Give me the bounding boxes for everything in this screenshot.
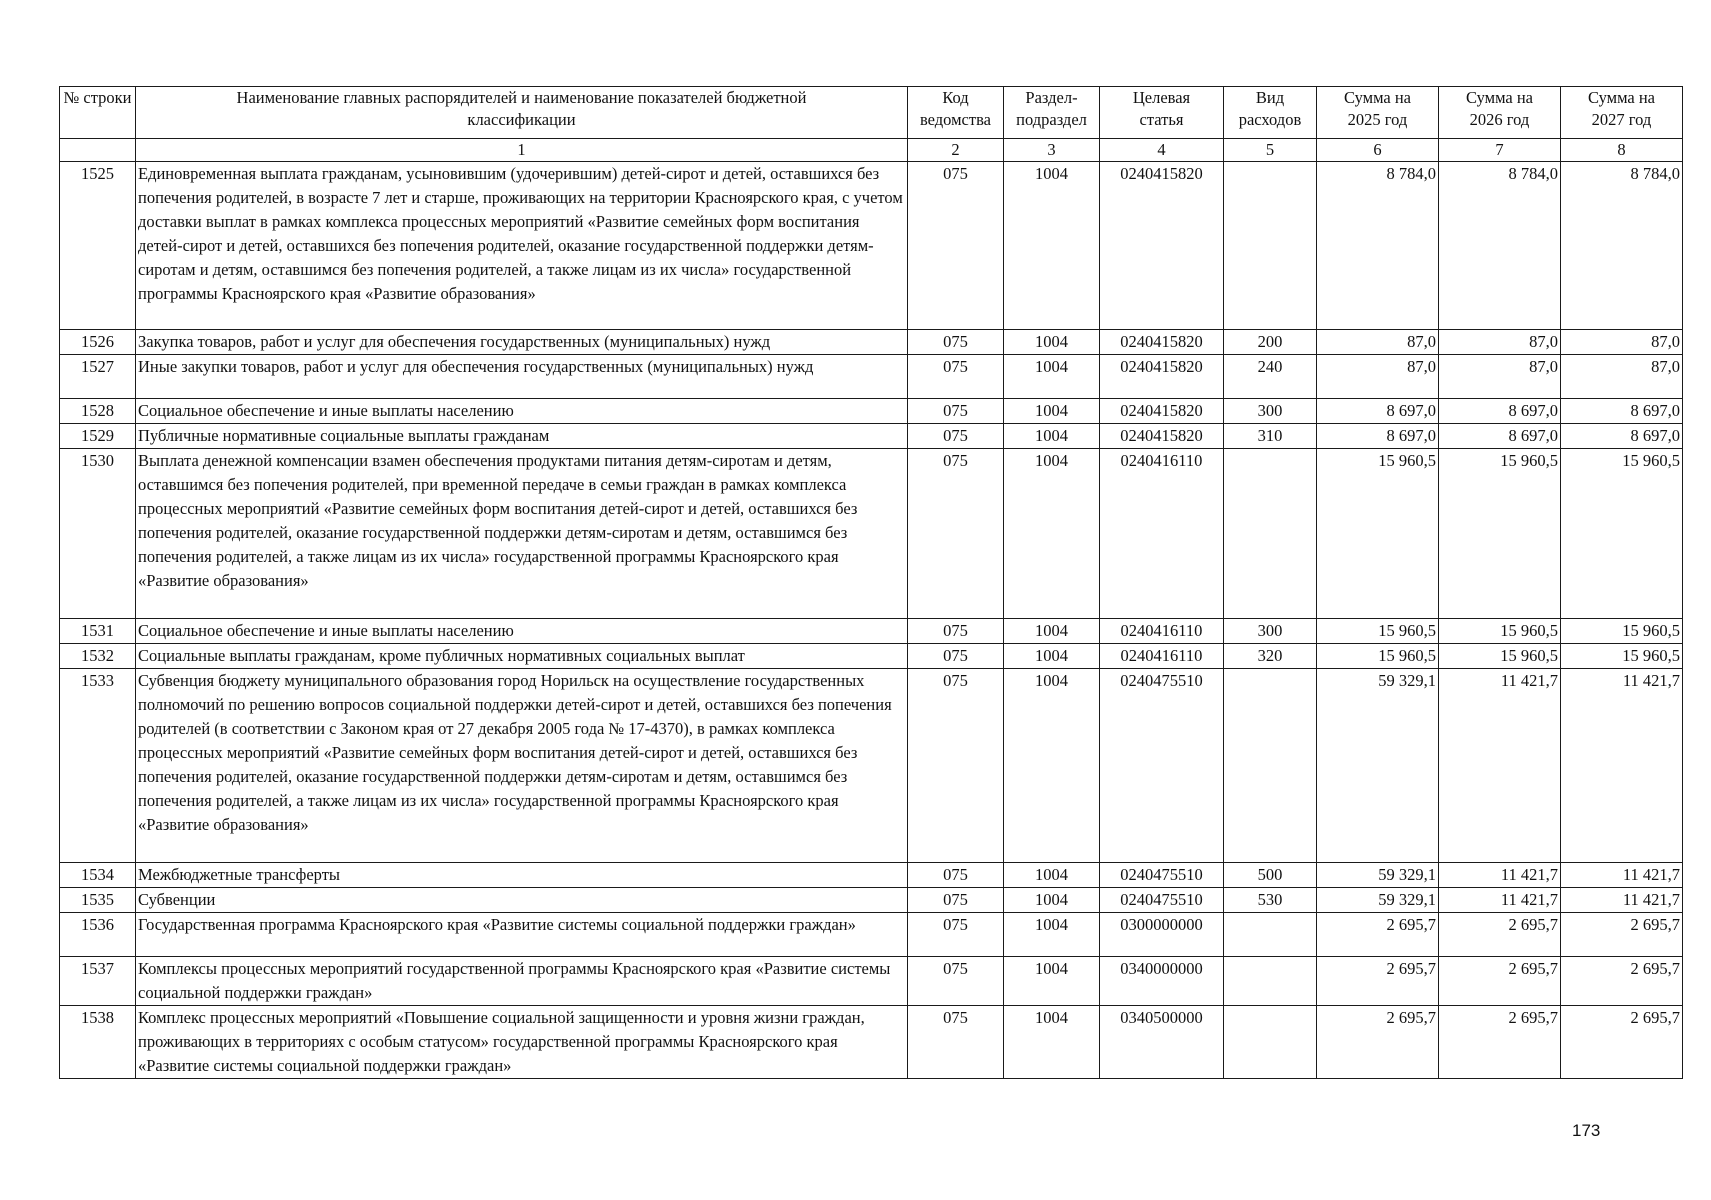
row-sum-2027: 87,0 [1561, 330, 1683, 355]
row-sum-2026: 8 784,0 [1439, 162, 1561, 330]
row-expense-type [1224, 957, 1317, 1006]
column-number: 7 [1439, 139, 1561, 162]
header-row-no: № строки [60, 87, 136, 139]
table-row [60, 863, 1683, 888]
row-expense-type [1224, 449, 1317, 619]
column-number: 3 [1004, 139, 1100, 162]
row-dept-code: 075 [908, 913, 1004, 957]
column-number: 2 [908, 139, 1004, 162]
column-number-row [60, 139, 1683, 162]
row-expense-type: 300 [1224, 399, 1317, 424]
row-sum-2027: 8 697,0 [1561, 399, 1683, 424]
table-row [60, 355, 1683, 399]
row-number: 1538 [60, 1006, 136, 1079]
row-target: 0300000000 [1100, 913, 1224, 957]
header-name: Наименование главных распорядителей и наименование показателей бюджетной классификации [136, 87, 908, 139]
row-target: 0240475510 [1100, 863, 1224, 888]
row-sum-2025: 15 960,5 [1317, 449, 1439, 619]
row-expense-type: 200 [1224, 330, 1317, 355]
row-sum-2027: 8 784,0 [1561, 162, 1683, 330]
row-name: Единовременная выплата гражданам, усыновившим (удочерившим) детей-сирот и детей, оставшихся без попечения родителей, в возрасте 7 лет и старше, проживающих на территории Красноярского края, с учетом доставки выплат в рамках комплекса процессных мероприятий «Развитие семейных форм воспитания детей-сирот и детей, оставшихся без попечения родителей, оказание государственной поддержки детям-сиротам и детям, оставшимся без попечения родителей, а также лицам из их числа» государственной программы Красноярского края «Развитие образования» [136, 162, 908, 330]
row-number: 1527 [60, 355, 136, 399]
table-row [60, 424, 1683, 449]
row-section: 1004 [1004, 644, 1100, 669]
row-section: 1004 [1004, 162, 1100, 330]
row-target: 0340000000 [1100, 957, 1224, 1006]
header-sum-2026: Сумма на 2026 год [1439, 87, 1561, 139]
row-expense-type [1224, 669, 1317, 863]
row-section: 1004 [1004, 957, 1100, 1006]
row-name: Межбюджетные трансферты [136, 863, 908, 888]
header-row [60, 87, 1683, 139]
column-number: 6 [1317, 139, 1439, 162]
row-number: 1536 [60, 913, 136, 957]
row-number: 1532 [60, 644, 136, 669]
row-target: 0340500000 [1100, 1006, 1224, 1079]
row-sum-2027: 15 960,5 [1561, 449, 1683, 619]
row-sum-2026: 15 960,5 [1439, 644, 1561, 669]
row-dept-code: 075 [908, 162, 1004, 330]
row-target: 0240475510 [1100, 669, 1224, 863]
row-sum-2027: 11 421,7 [1561, 669, 1683, 863]
row-number: 1534 [60, 863, 136, 888]
table-row [60, 913, 1683, 957]
header-sum-2027: Сумма на 2027 год [1561, 87, 1683, 139]
table-row [60, 619, 1683, 644]
row-expense-type: 300 [1224, 619, 1317, 644]
row-section: 1004 [1004, 330, 1100, 355]
row-sum-2026: 15 960,5 [1439, 449, 1561, 619]
table-row [60, 449, 1683, 619]
header-target: Целевая статья [1100, 87, 1224, 139]
row-target: 0240415820 [1100, 162, 1224, 330]
row-sum-2026: 11 421,7 [1439, 669, 1561, 863]
row-name: Государственная программа Красноярского края «Развитие системы социальной поддержки граждан» [136, 913, 908, 957]
row-name: Субвенция бюджету муниципального образования город Норильск на осуществление государственных полномочий по решению вопросов социальной поддержки детей-сирот и детей, оставшихся без попечения родителей (в соответствии с Законом края от 27 декабря 2005 года № 17-4370), в рамках комплекса процессных мероприятий «Развитие семейных форм воспитания детей-сирот и детей, оставшихся без попечения родителей, оказание государственной поддержки детям-сиротам и детям, оставшимся без попечения родителей, а также лицам из их числа» государственной программы Красноярского края «Развитие образования» [136, 669, 908, 863]
row-sum-2025: 2 695,7 [1317, 1006, 1439, 1079]
row-target: 0240416110 [1100, 644, 1224, 669]
row-sum-2027: 8 697,0 [1561, 424, 1683, 449]
row-expense-type: 310 [1224, 424, 1317, 449]
table-row [60, 399, 1683, 424]
row-name: Комплексы процессных мероприятий государственной программы Красноярского края «Развитие системы социальной поддержки граждан» [136, 957, 908, 1006]
row-dept-code: 075 [908, 330, 1004, 355]
row-sum-2026: 11 421,7 [1439, 888, 1561, 913]
row-target: 0240416110 [1100, 619, 1224, 644]
row-section: 1004 [1004, 863, 1100, 888]
row-name: Социальные выплаты гражданам, кроме публичных нормативных социальных выплат [136, 644, 908, 669]
row-section: 1004 [1004, 399, 1100, 424]
budget-table [59, 86, 1683, 1079]
row-expense-type: 500 [1224, 863, 1317, 888]
column-number: 4 [1100, 139, 1224, 162]
row-sum-2026: 8 697,0 [1439, 399, 1561, 424]
row-sum-2025: 2 695,7 [1317, 957, 1439, 1006]
row-target: 0240415820 [1100, 355, 1224, 399]
table-row [60, 888, 1683, 913]
table-body [60, 162, 1683, 1079]
row-sum-2027: 2 695,7 [1561, 957, 1683, 1006]
header-sum-2025: Сумма на 2025 год [1317, 87, 1439, 139]
row-section: 1004 [1004, 355, 1100, 399]
column-number: 5 [1224, 139, 1317, 162]
row-name: Социальное обеспечение и иные выплаты населению [136, 619, 908, 644]
column-number: 8 [1561, 139, 1683, 162]
column-number: 1 [136, 139, 908, 162]
row-sum-2027: 2 695,7 [1561, 913, 1683, 957]
row-number: 1526 [60, 330, 136, 355]
row-dept-code: 075 [908, 399, 1004, 424]
row-sum-2025: 59 329,1 [1317, 669, 1439, 863]
row-expense-type [1224, 162, 1317, 330]
row-sum-2026: 11 421,7 [1439, 863, 1561, 888]
header-dept-code: Код ведомства [908, 87, 1004, 139]
row-sum-2025: 59 329,1 [1317, 888, 1439, 913]
row-section: 1004 [1004, 888, 1100, 913]
table-row [60, 957, 1683, 1006]
row-target: 0240475510 [1100, 888, 1224, 913]
row-number: 1525 [60, 162, 136, 330]
row-sum-2025: 15 960,5 [1317, 644, 1439, 669]
row-dept-code: 075 [908, 644, 1004, 669]
row-name: Социальное обеспечение и иные выплаты населению [136, 399, 908, 424]
row-dept-code: 075 [908, 957, 1004, 1006]
row-section: 1004 [1004, 449, 1100, 619]
row-sum-2026: 87,0 [1439, 330, 1561, 355]
row-expense-type [1224, 1006, 1317, 1079]
row-expense-type [1224, 913, 1317, 957]
row-sum-2027: 11 421,7 [1561, 888, 1683, 913]
row-dept-code: 075 [908, 619, 1004, 644]
column-number-blank [60, 139, 136, 162]
row-name: Публичные нормативные социальные выплаты гражданам [136, 424, 908, 449]
table-row [60, 644, 1683, 669]
row-number: 1529 [60, 424, 136, 449]
table-row [60, 1006, 1683, 1079]
header-section: Раздел-подраздел [1004, 87, 1100, 139]
row-section: 1004 [1004, 424, 1100, 449]
row-name: Комплекс процессных мероприятий «Повышение социальной защищенности и уровня жизни граждан, проживающих в территориях с особым статусом» государственной программы Красноярского края «Развитие системы социальной поддержки граждан» [136, 1006, 908, 1079]
row-dept-code: 075 [908, 669, 1004, 863]
row-number: 1530 [60, 449, 136, 619]
row-dept-code: 075 [908, 355, 1004, 399]
row-section: 1004 [1004, 913, 1100, 957]
row-sum-2027: 2 695,7 [1561, 1006, 1683, 1079]
row-name: Иные закупки товаров, работ и услуг для обеспечения государственных (муниципальных) нужд [136, 355, 908, 399]
row-section: 1004 [1004, 669, 1100, 863]
row-dept-code: 075 [908, 888, 1004, 913]
row-dept-code: 075 [908, 863, 1004, 888]
row-name: Закупка товаров, работ и услуг для обеспечения государственных (муниципальных) нужд [136, 330, 908, 355]
row-sum-2025: 59 329,1 [1317, 863, 1439, 888]
row-sum-2026: 2 695,7 [1439, 957, 1561, 1006]
table-row [60, 330, 1683, 355]
row-sum-2025: 8 784,0 [1317, 162, 1439, 330]
row-sum-2025: 8 697,0 [1317, 424, 1439, 449]
row-sum-2026: 8 697,0 [1439, 424, 1561, 449]
row-number: 1531 [60, 619, 136, 644]
row-number: 1537 [60, 957, 136, 1006]
row-sum-2025: 87,0 [1317, 330, 1439, 355]
row-number: 1533 [60, 669, 136, 863]
page-number: 173 [1572, 1121, 1601, 1140]
row-sum-2025: 8 697,0 [1317, 399, 1439, 424]
table-row [60, 162, 1683, 330]
row-sum-2025: 87,0 [1317, 355, 1439, 399]
row-target: 0240416110 [1100, 449, 1224, 619]
row-sum-2025: 15 960,5 [1317, 619, 1439, 644]
row-target: 0240415820 [1100, 399, 1224, 424]
row-sum-2025: 2 695,7 [1317, 913, 1439, 957]
row-sum-2027: 15 960,5 [1561, 619, 1683, 644]
row-expense-type: 320 [1224, 644, 1317, 669]
row-sum-2027: 87,0 [1561, 355, 1683, 399]
row-name: Выплата денежной компенсации взамен обеспечения продуктами питания детям-сиротам и детям, оставшимся без попечения родителей, при временной передаче в семьи граждан в рамках комплекса процессных мероприятий «Развитие семейных форм воспитания детей-сирот и детей, оставшихся без попечения родителей, оказание государственной поддержки детям-сиротам и детям, оставшимся без попечения родителей, а также лицам из их числа» государственной программы Красноярского края «Развитие образования» [136, 449, 908, 619]
header-expense-type: Вид расходов [1224, 87, 1317, 139]
row-sum-2026: 15 960,5 [1439, 619, 1561, 644]
row-number: 1528 [60, 399, 136, 424]
row-expense-type: 530 [1224, 888, 1317, 913]
row-target: 0240415820 [1100, 424, 1224, 449]
row-dept-code: 075 [908, 449, 1004, 619]
row-dept-code: 075 [908, 424, 1004, 449]
row-number: 1535 [60, 888, 136, 913]
row-sum-2026: 2 695,7 [1439, 913, 1561, 957]
row-sum-2027: 11 421,7 [1561, 863, 1683, 888]
row-expense-type: 240 [1224, 355, 1317, 399]
table-row [60, 669, 1683, 863]
row-sum-2026: 2 695,7 [1439, 1006, 1561, 1079]
row-section: 1004 [1004, 619, 1100, 644]
row-name: Субвенции [136, 888, 908, 913]
row-sum-2027: 15 960,5 [1561, 644, 1683, 669]
row-dept-code: 075 [908, 1006, 1004, 1079]
row-target: 0240415820 [1100, 330, 1224, 355]
row-sum-2026: 87,0 [1439, 355, 1561, 399]
row-section: 1004 [1004, 1006, 1100, 1079]
